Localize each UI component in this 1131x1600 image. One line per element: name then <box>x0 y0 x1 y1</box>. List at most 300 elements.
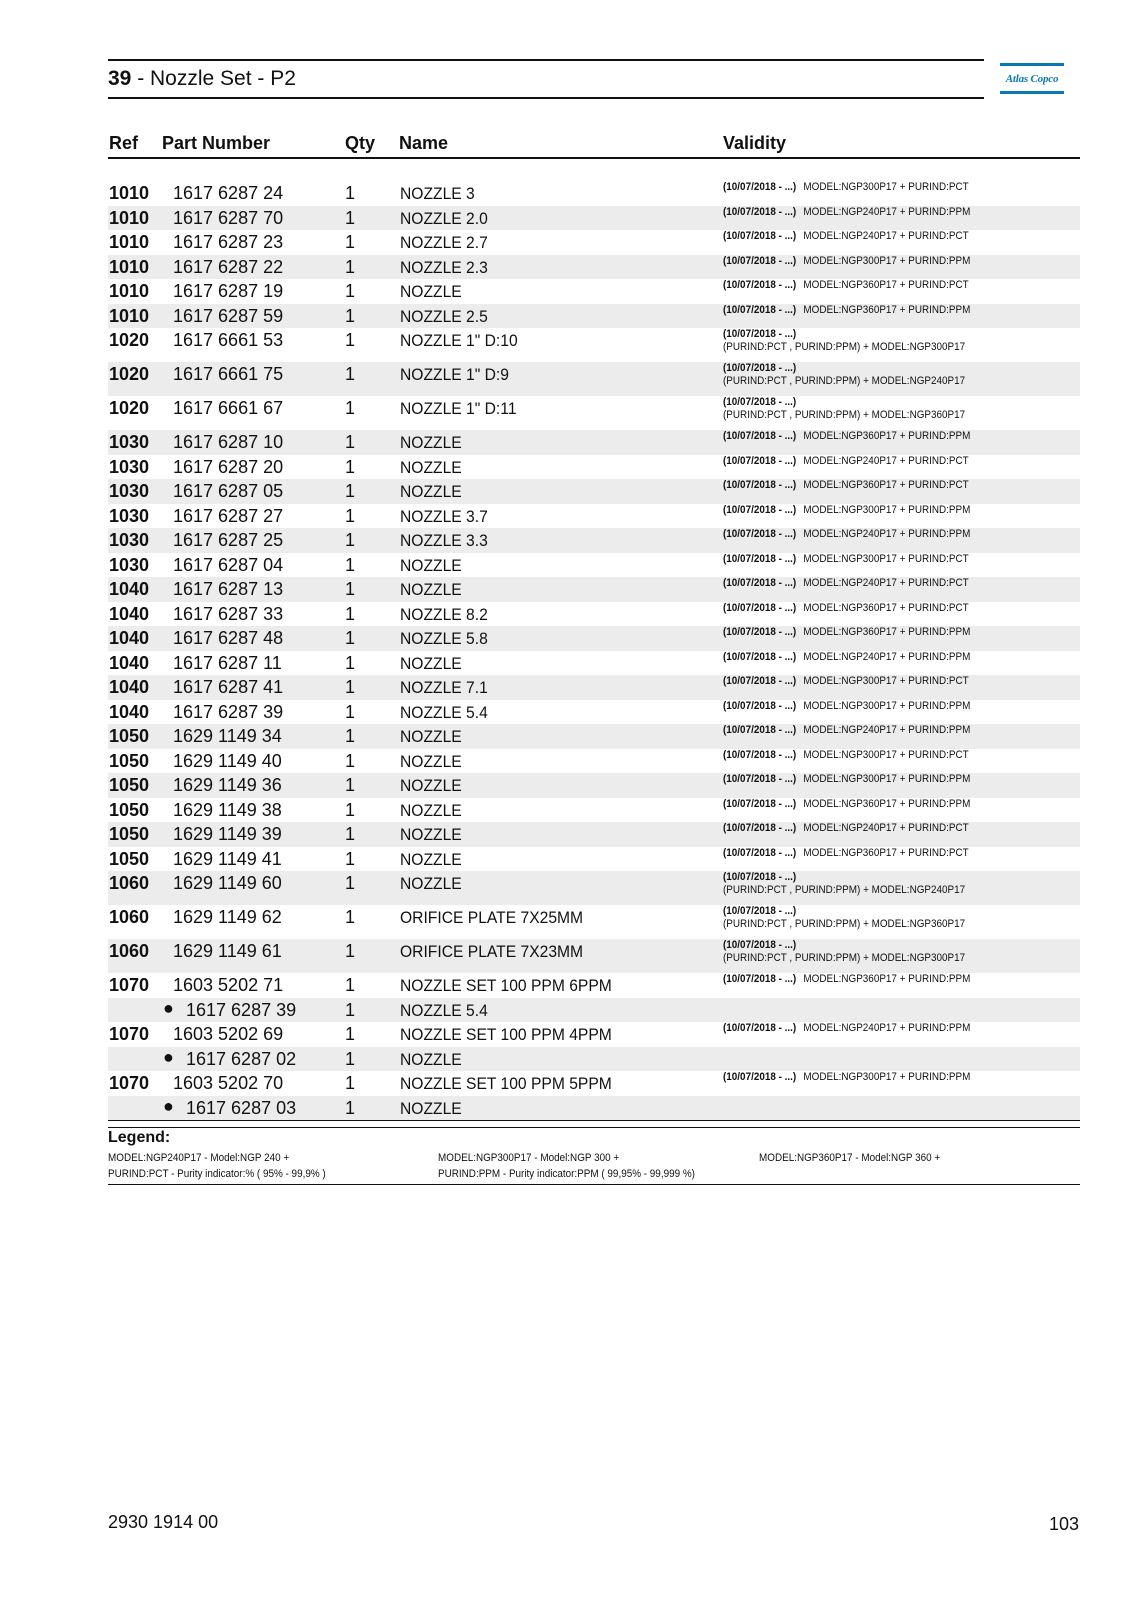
qty-cell: 1 <box>345 305 356 326</box>
validity-condition: MODEL:NGP360P17 + PURIND:PCT <box>803 846 969 859</box>
table-row <box>108 1022 1080 1047</box>
table-row <box>108 749 1080 774</box>
name-cell: NOZZLE <box>400 800 462 820</box>
validity-date: (10/07/2018 - ...) <box>723 362 797 374</box>
ref-cell: 1050 <box>109 799 150 820</box>
name-cell: NOZZLE 3.7 <box>400 506 488 526</box>
name-cell: NOZZLE 2.0 <box>400 208 488 228</box>
validity-condition: (PURIND:PCT , PURIND:PPM) + MODEL:NGP300P17 <box>723 341 966 353</box>
ref-cell: 1030 <box>109 554 150 575</box>
validity-cell <box>723 255 993 268</box>
validity-cell <box>723 1022 993 1035</box>
validity-cell <box>723 1071 993 1084</box>
part-number-cell: 1617 6287 13 <box>173 579 284 599</box>
ref-cell: 1060 <box>109 941 150 961</box>
part-number-cell: 1617 6287 11 <box>173 652 282 673</box>
qty-cell: 1 <box>345 975 356 995</box>
qty-cell: 1 <box>345 505 356 526</box>
validity-date: (10/07/2018 - ...) <box>723 577 797 589</box>
validity-condition: MODEL:NGP240P17 + PURIND:PPM <box>803 650 971 663</box>
part-number-cell: 1629 1149 36 <box>173 775 282 795</box>
qty-cell: 1 <box>345 750 356 771</box>
name-cell: NOZZLE <box>400 555 462 575</box>
qty-cell: 1 <box>345 726 356 746</box>
table-row <box>108 504 1080 529</box>
validity-cell <box>723 724 993 737</box>
qty-cell: 1 <box>345 207 356 228</box>
ref-cell: 1050 <box>109 775 150 795</box>
validity-cell <box>723 847 993 860</box>
col-name-header: Name <box>399 133 449 153</box>
validity-condition: MODEL:NGP300P17 + PURIND:PCT <box>803 748 969 761</box>
table-row <box>108 479 1080 504</box>
qty-cell: 1 <box>345 799 356 820</box>
page-title <box>108 67 296 91</box>
name-cell: NOZZLE <box>400 1098 462 1118</box>
validity-cell <box>723 304 993 317</box>
validity-condition: (PURIND:PCT , PURIND:PPM) + MODEL:NGP360P17 <box>723 409 966 421</box>
table-row <box>108 973 1080 998</box>
table-row <box>108 939 1080 973</box>
table-row <box>108 553 1080 578</box>
validity-date: (10/07/2018 - ...) <box>723 822 797 834</box>
qty-cell: 1 <box>345 873 356 893</box>
table-row <box>108 396 1080 430</box>
validity-cell <box>723 279 993 292</box>
validity-condition: MODEL:NGP360P17 + PURIND:PCT <box>803 601 969 614</box>
validity-condition: MODEL:NGP300P17 + PURIND:PCT <box>803 675 969 687</box>
part-number-cell: 1617 6287 20 <box>173 456 284 477</box>
validity-cell <box>723 773 993 786</box>
qty-cell: 1 <box>345 256 356 277</box>
part-number-cell: 1603 5202 70 <box>173 1073 284 1093</box>
qty-cell: 1 <box>345 481 356 501</box>
part-number-cell: 1617 6287 41 <box>173 677 284 697</box>
part-number-cell: 1617 6287 03 <box>186 1097 297 1118</box>
name-cell: NOZZLE <box>400 580 462 599</box>
validity-condition: MODEL:NGP240P17 + PURIND:PPM <box>803 1022 971 1034</box>
qty-cell: 1 <box>345 554 356 575</box>
name-cell: NOZZLE 5.4 <box>400 702 488 722</box>
part-number-cell: 1617 6287 33 <box>173 603 284 624</box>
legend-entry: PURIND:PPM - Purity indicator:PPM ( 99,95% - 99,999 %) <box>438 1168 695 1180</box>
table-row <box>108 626 1080 651</box>
qty-cell: 1 <box>345 330 356 350</box>
table-row <box>108 651 1080 676</box>
part-number-cell: 1617 6287 04 <box>173 554 284 575</box>
table-row <box>108 304 1080 329</box>
validity-condition: MODEL:NGP360P17 + PURIND:PCT <box>803 479 969 491</box>
validity-condition: MODEL:NGP300P17 + PURIND:PPM <box>803 699 971 712</box>
validity-date: (10/07/2018 - ...) <box>723 1022 797 1034</box>
qty-cell: 1 <box>345 848 356 869</box>
validity-date: (10/07/2018 - ...) <box>723 181 797 193</box>
validity-cell <box>723 675 993 688</box>
ref-cell: 1010 <box>109 207 150 228</box>
qty-cell: 1 <box>345 1073 356 1093</box>
validity-date: (10/07/2018 - ...) <box>723 303 797 316</box>
ref-cell: 1030 <box>109 456 150 477</box>
part-number-cell: 1629 1149 61 <box>173 941 282 961</box>
table-row <box>108 455 1080 480</box>
validity-condition: MODEL:NGP300P17 + PURIND:PCT <box>803 181 969 193</box>
validity-cell <box>723 577 993 590</box>
part-number-cell: 1603 5202 69 <box>173 1024 284 1044</box>
validity-cell <box>723 798 993 811</box>
part-number-cell: 1617 6287 70 <box>173 207 284 228</box>
name-cell: NOZZLE <box>400 751 462 771</box>
legend-entry: PURIND:PCT - Purity indicator:% ( 95% - 99,9% ) <box>108 1168 326 1180</box>
validity-condition: MODEL:NGP240P17 + PURIND:PPM <box>803 528 971 540</box>
ref-cell: 1050 <box>109 824 150 844</box>
qty-cell: 1 <box>345 281 356 301</box>
validity-cell <box>723 396 993 422</box>
ref-cell: 1040 <box>109 579 150 599</box>
validity-condition: MODEL:NGP360P17 + PURIND:PPM <box>803 626 971 638</box>
validity-condition: (PURIND:PCT , PURIND:PPM) + MODEL:NGP300P17 <box>723 952 966 964</box>
name-cell: NOZZLE <box>400 457 462 477</box>
validity-date: (10/07/2018 - ...) <box>723 797 797 810</box>
legend-entry: MODEL:NGP240P17 - Model:NGP 240 + <box>108 1152 290 1164</box>
atlas-copco-logo <box>1000 63 1064 94</box>
table-row <box>108 206 1080 231</box>
validity-date: (10/07/2018 - ...) <box>723 279 797 291</box>
validity-date: (10/07/2018 - ...) <box>723 626 797 638</box>
table-row <box>108 871 1080 905</box>
validity-cell <box>723 362 993 388</box>
name-cell: NOZZLE <box>400 776 462 795</box>
validity-cell <box>723 822 993 835</box>
validity-cell <box>723 528 993 541</box>
parts-table-body <box>108 181 1080 1121</box>
validity-condition: MODEL:NGP360P17 + PURIND:PPM <box>803 303 971 316</box>
ref-cell: 1030 <box>109 505 150 526</box>
validity-date: (10/07/2018 - ...) <box>723 552 797 565</box>
page-number: 103 <box>1049 1514 1080 1534</box>
qty-cell: 1 <box>345 701 356 722</box>
name-cell: NOZZLE 5.4 <box>400 1000 488 1020</box>
table-row <box>108 602 1080 627</box>
col-qty-header: Qty <box>345 133 376 153</box>
validity-date: (10/07/2018 - ...) <box>723 328 797 340</box>
validity-condition: MODEL:NGP240P17 + PURIND:PCT <box>803 454 969 467</box>
validity-date: (10/07/2018 - ...) <box>723 699 797 712</box>
ref-cell: 1040 <box>109 628 150 648</box>
table-row <box>108 230 1080 255</box>
part-number-cell: 1617 6287 25 <box>173 530 284 550</box>
validity-date: (10/07/2018 - ...) <box>723 905 797 917</box>
table-subrow <box>108 1047 1080 1072</box>
bullet-icon: ● <box>163 1095 174 1116</box>
table-row <box>108 724 1080 749</box>
qty-cell: 1 <box>345 364 356 384</box>
name-cell: NOZZLE 1" D:10 <box>400 331 518 350</box>
part-number-cell: 1629 1149 41 <box>173 848 282 869</box>
ref-cell: 1010 <box>109 305 150 326</box>
table-subrow <box>108 998 1080 1023</box>
bullet-icon: ● <box>163 1046 174 1067</box>
page-header <box>108 59 984 99</box>
table-row <box>108 847 1080 872</box>
table-row <box>108 279 1080 304</box>
table-row <box>108 181 1080 206</box>
validity-date: (10/07/2018 - ...) <box>723 675 797 687</box>
validity-condition: (PURIND:PCT , PURIND:PPM) + MODEL:NGP240P17 <box>723 884 966 896</box>
validity-date: (10/07/2018 - ...) <box>723 724 797 736</box>
name-cell: NOZZLE 7.1 <box>400 678 488 697</box>
name-cell: NOZZLE 3 <box>400 184 475 203</box>
part-number-cell: 1617 6287 23 <box>173 232 284 252</box>
qty-cell: 1 <box>345 398 356 418</box>
part-number-cell: 1629 1149 38 <box>173 799 282 820</box>
qty-cell: 1 <box>345 628 356 648</box>
table-row <box>108 700 1080 725</box>
section-title: - Nozzle Set - P2 <box>131 67 296 90</box>
validity-condition: MODEL:NGP360P17 + PURIND:PPM <box>803 973 971 985</box>
name-cell: NOZZLE <box>400 653 462 673</box>
document-number: 2930 1914 00 <box>108 1512 219 1532</box>
ref-cell: 1050 <box>109 726 150 746</box>
name-cell: NOZZLE <box>400 874 462 893</box>
name-cell: ORIFICE PLATE 7X25MM <box>400 908 584 927</box>
validity-cell <box>723 206 993 219</box>
validity-condition: (PURIND:PCT , PURIND:PPM) + MODEL:NGP240P17 <box>723 375 966 387</box>
validity-condition: MODEL:NGP300P17 + PURIND:PPM <box>803 1071 971 1083</box>
table-bottom-rule <box>108 1120 1080 1121</box>
name-cell: NOZZLE 1" D:11 <box>400 399 517 418</box>
ref-cell: 1010 <box>109 232 150 252</box>
validity-date: (10/07/2018 - ...) <box>723 230 797 242</box>
name-cell: NOZZLE <box>400 1049 462 1069</box>
name-cell: NOZZLE 8.2 <box>400 604 488 624</box>
qty-cell: 1 <box>345 232 356 252</box>
ref-cell: 1010 <box>109 281 150 301</box>
qty-cell: 1 <box>345 183 356 203</box>
table-row <box>108 773 1080 798</box>
name-cell: NOZZLE 2.5 <box>400 306 488 326</box>
name-cell: NOZZLE 3.3 <box>400 531 488 550</box>
ref-cell: 1060 <box>109 907 150 927</box>
ref-cell: 1060 <box>109 873 150 893</box>
legend-entry: MODEL:NGP360P17 - Model:NGP 360 + <box>759 1152 941 1164</box>
part-number-cell: 1629 1149 39 <box>173 824 282 844</box>
part-number-cell: 1617 6661 75 <box>173 364 284 384</box>
ref-cell: 1030 <box>109 530 150 550</box>
validity-date: (10/07/2018 - ...) <box>723 773 797 785</box>
part-number-cell: 1617 6287 59 <box>173 305 284 326</box>
table-header <box>108 132 1080 159</box>
validity-date: (10/07/2018 - ...) <box>723 973 797 985</box>
validity-date: (10/07/2018 - ...) <box>723 396 797 408</box>
part-number-cell: 1617 6287 02 <box>186 1048 297 1069</box>
validity-condition: MODEL:NGP240P17 + PURIND:PCT <box>803 577 969 589</box>
validity-date: (10/07/2018 - ...) <box>723 430 797 442</box>
table-row <box>108 255 1080 280</box>
validity-cell <box>723 504 993 517</box>
validity-cell <box>723 871 993 897</box>
validity-cell <box>723 553 993 566</box>
part-number-cell: 1617 6287 24 <box>173 183 284 203</box>
name-cell: NOZZLE <box>400 282 462 301</box>
validity-condition: MODEL:NGP360P17 + PURIND:PPM <box>803 430 971 442</box>
validity-date: (10/07/2018 - ...) <box>723 528 797 540</box>
name-cell: NOZZLE <box>400 849 462 869</box>
name-cell: NOZZLE SET 100 PPM 5PPM <box>400 1074 612 1093</box>
name-cell: ORIFICE PLATE 7X23MM <box>400 942 584 961</box>
validity-cell <box>723 430 993 443</box>
name-cell: NOZZLE 2.3 <box>400 257 488 277</box>
validity-date: (10/07/2018 - ...) <box>723 939 797 951</box>
validity-cell <box>723 602 993 615</box>
qty-cell: 1 <box>345 579 356 599</box>
table-row <box>108 528 1080 553</box>
name-cell: NOZZLE 5.8 <box>400 629 488 648</box>
validity-date: (10/07/2018 - ...) <box>723 871 797 883</box>
validity-condition: MODEL:NGP240P17 + PURIND:PCT <box>803 230 969 242</box>
ref-cell: 1040 <box>109 603 150 624</box>
table-row <box>108 430 1080 455</box>
ref-cell: 1040 <box>109 677 150 697</box>
ref-cell: 1010 <box>109 256 150 277</box>
part-number-cell: 1617 6287 10 <box>173 432 284 452</box>
table-subrow <box>108 1096 1080 1121</box>
part-number-cell: 1603 5202 71 <box>173 975 284 995</box>
qty-cell: 1 <box>345 1048 356 1069</box>
ref-cell: 1020 <box>109 364 150 384</box>
logo-text: Atlas Copco <box>1005 72 1059 85</box>
ref-cell: 1050 <box>109 750 150 771</box>
part-number-cell: 1617 6287 22 <box>173 256 284 277</box>
part-number-cell: 1629 1149 62 <box>173 907 282 927</box>
qty-cell: 1 <box>345 432 356 452</box>
table-row <box>108 798 1080 823</box>
name-cell: NOZZLE 2.7 <box>400 233 488 252</box>
part-number-cell: 1617 6287 19 <box>173 281 284 301</box>
table-row <box>108 1071 1080 1096</box>
qty-cell: 1 <box>345 1097 356 1118</box>
ref-cell: 1030 <box>109 432 150 452</box>
validity-date: (10/07/2018 - ...) <box>723 479 797 491</box>
validity-condition: MODEL:NGP360P17 + PURIND:PPM <box>803 797 971 810</box>
ref-cell: 1070 <box>109 1024 150 1044</box>
validity-cell <box>723 230 993 243</box>
table-row <box>108 905 1080 939</box>
ref-cell: 1040 <box>109 701 150 722</box>
ref-cell: 1030 <box>109 481 150 501</box>
legend-title: Legend: <box>108 1129 171 1146</box>
ref-cell: 1070 <box>109 1073 150 1093</box>
validity-cell <box>723 973 993 986</box>
name-cell: NOZZLE SET 100 PPM 4PPM <box>400 1025 612 1044</box>
col-ref-header: Ref <box>109 133 139 153</box>
validity-condition: MODEL:NGP240P17 + PURIND:PCT <box>803 822 969 834</box>
validity-date: (10/07/2018 - ...) <box>723 205 797 218</box>
ref-cell: 1070 <box>109 975 150 995</box>
part-number-cell: 1629 1149 34 <box>173 726 282 746</box>
table-row <box>108 675 1080 700</box>
col-part-number-header: Part Number <box>162 133 271 153</box>
validity-condition: MODEL:NGP300P17 + PURIND:PPM <box>803 254 971 267</box>
part-number-cell: 1629 1149 60 <box>173 873 282 893</box>
qty-cell: 1 <box>345 530 356 550</box>
col-validity-header: Validity <box>723 133 787 153</box>
part-number-cell: 1617 6287 39 <box>173 701 284 722</box>
qty-cell: 1 <box>345 824 356 844</box>
validity-cell <box>723 651 993 664</box>
part-number-cell: 1617 6287 48 <box>173 628 284 648</box>
ref-cell: 1040 <box>109 652 150 673</box>
bullet-icon: ● <box>163 997 174 1018</box>
validity-date: (10/07/2018 - ...) <box>723 254 797 267</box>
validity-condition: (PURIND:PCT , PURIND:PPM) + MODEL:NGP360P17 <box>723 918 966 930</box>
validity-date: (10/07/2018 - ...) <box>723 454 797 467</box>
legend-entry: MODEL:NGP300P17 - Model:NGP 300 + <box>438 1152 620 1164</box>
ref-cell: 1050 <box>109 848 150 869</box>
validity-condition: MODEL:NGP300P17 + PURIND:PPM <box>803 773 971 785</box>
validity-cell <box>723 479 993 492</box>
part-number-cell: 1617 6287 27 <box>173 505 284 526</box>
validity-condition: MODEL:NGP360P17 + PURIND:PCT <box>803 279 969 291</box>
validity-cell <box>723 939 993 965</box>
table-row <box>108 577 1080 602</box>
ref-cell: 1010 <box>109 183 150 203</box>
ref-cell: 1020 <box>109 330 150 350</box>
logo-bar-bottom <box>1000 91 1064 94</box>
name-cell: NOZZLE 1" D:9 <box>400 365 509 384</box>
validity-condition: MODEL:NGP300P17 + PURIND:PPM <box>803 503 971 516</box>
name-cell: NOZZLE <box>400 433 462 452</box>
validity-condition: MODEL:NGP240P17 + PURIND:PPM <box>803 205 971 218</box>
validity-cell <box>723 328 993 354</box>
table-row <box>108 328 1080 362</box>
table-row <box>108 822 1080 847</box>
validity-date: (10/07/2018 - ...) <box>723 748 797 761</box>
name-cell: NOZZLE <box>400 825 462 844</box>
table-row <box>108 362 1080 396</box>
validity-cell <box>723 181 993 194</box>
validity-cell <box>723 905 993 931</box>
name-cell: NOZZLE <box>400 482 462 501</box>
section-number: 39 <box>108 67 132 90</box>
validity-cell <box>723 700 993 713</box>
validity-date: (10/07/2018 - ...) <box>723 601 797 614</box>
qty-cell: 1 <box>345 1024 356 1044</box>
qty-cell: 1 <box>345 603 356 624</box>
qty-cell: 1 <box>345 907 356 927</box>
part-number-cell: 1617 6287 39 <box>186 999 297 1020</box>
name-cell: NOZZLE SET 100 PPM 6PPM <box>400 976 612 995</box>
validity-condition: MODEL:NGP300P17 + PURIND:PCT <box>803 552 969 565</box>
validity-cell <box>723 626 993 639</box>
qty-cell: 1 <box>345 677 356 697</box>
part-number-cell: 1617 6661 67 <box>173 398 284 418</box>
part-number-cell: 1629 1149 40 <box>173 750 282 771</box>
qty-cell: 1 <box>345 941 356 961</box>
validity-date: (10/07/2018 - ...) <box>723 503 797 516</box>
ref-cell: 1020 <box>109 398 150 418</box>
part-number-cell: 1617 6661 53 <box>173 330 284 350</box>
validity-cell <box>723 455 993 468</box>
qty-cell: 1 <box>345 456 356 477</box>
qty-cell: 1 <box>345 775 356 795</box>
name-cell: NOZZLE <box>400 727 462 746</box>
legend <box>108 1127 1080 1185</box>
qty-cell: 1 <box>345 999 356 1020</box>
qty-cell: 1 <box>345 652 356 673</box>
part-number-cell: 1617 6287 05 <box>173 481 284 501</box>
validity-date: (10/07/2018 - ...) <box>723 650 797 663</box>
validity-date: (10/07/2018 - ...) <box>723 1071 797 1083</box>
